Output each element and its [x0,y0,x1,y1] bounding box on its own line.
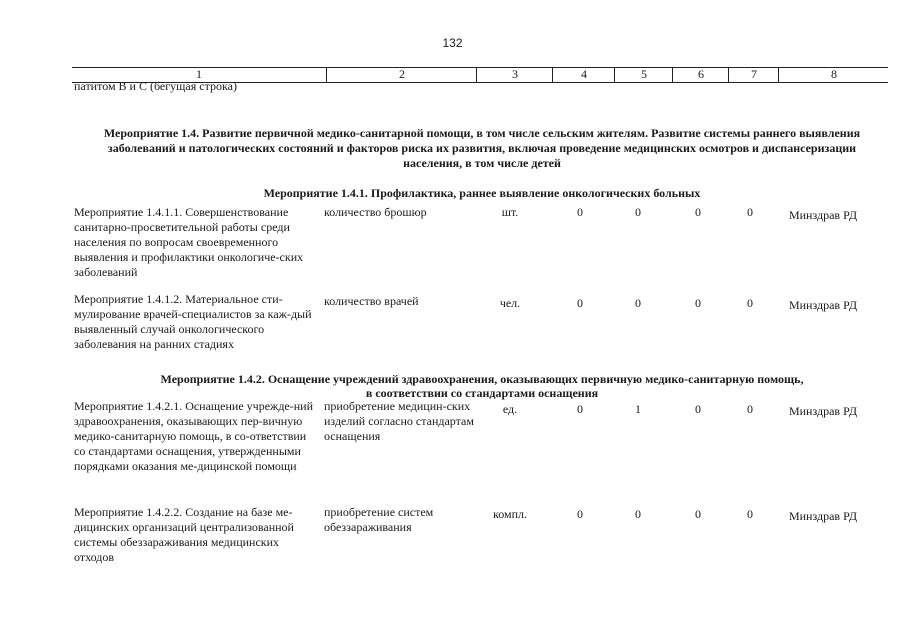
row-value-1: 0 [577,296,583,310]
section-title: Мероприятие 1.4. Развитие первичной медико-санитарной помощи, в том числе сельским жителям. Развитие системы раннего выявления заболеваний и патологических состояний и факторов риска их развития, включая проведение медицинских осмотров и диспансеризации населения, в том числе детей [103,126,861,170]
row-value-1: 0 [577,402,583,416]
row-value-3: 0 [695,296,701,310]
row-value-3: 0 [695,205,701,219]
row-value-3: 0 [695,507,701,521]
row-value-2: 0 [635,507,641,521]
header-col-7: 7 [728,67,779,82]
row-executor: Минздрав РД [788,509,858,523]
subsection-title [100,372,864,400]
subsection-title-line: в соответствии со стандартами оснащения [365,386,599,400]
header-col-2: 2 [326,67,477,82]
row-name: Мероприятие 1.4.2.1. Оснащение учрежде-ний здравоохранения, оказывающих пер-вичную медико-санитарную помощь, в со-ответствии со стандартами оснащения, утвержденными порядками оказания ме-дицинской помощи [74,399,314,473]
row-name: Мероприятие 1.4.1.2. Материальное сти-мулирование врачей-специалистов за каж-дый выявленный случай онкологического заболевания на ранних стадиях [74,292,312,351]
header-col-8: 8 [778,67,889,82]
row-value-2: 1 [635,402,641,416]
row-value-1: 0 [577,507,583,521]
row-unit: чел. [499,296,521,310]
row-executor: Минздрав РД [788,404,858,418]
row-executor: Минздрав РД [788,298,858,312]
row-value-4: 0 [747,205,753,219]
subsection-title: Мероприятие 1.4.1. Профилактика, раннее выявление онкологических больных [263,186,701,200]
row-value-3: 0 [695,402,701,416]
row-name: Мероприятие 1.4.1.1. Совершенствование санитарно-просветительной работы среди населения по вопросам своевременного выявления и профилактики онкологиче-ских заболеваний [74,205,304,279]
row-executor: Минздрав РД [788,208,858,222]
row-indicator: приобретение медицин-ских изделий согласно стандартам оснащения [324,399,474,443]
page-number: 132 [442,36,463,50]
row-value-2: 0 [635,296,641,310]
row-indicator: количество врачей [324,294,419,308]
row-value-1: 0 [577,205,583,219]
row-value-4: 0 [747,507,753,521]
carryover-text: патитом В и С (бегущая строка) [74,79,237,93]
header-col-5: 5 [614,67,673,82]
row-unit: компл. [493,507,527,521]
header-col-6: 6 [672,67,729,82]
header-col-3: 3 [476,67,553,82]
header-col-1: 1 [196,67,202,81]
row-name: Мероприятие 1.4.2.2. Создание на базе ме-дицинских организаций централизованной системы обеззараживания медицинских отходов [74,505,294,564]
row-value-2: 0 [635,205,641,219]
subsection-title-line: Мероприятие 1.4.2. Оснащение учреждений здравоохранения, оказывающих первичную медико-санитарную помощь, [160,372,804,386]
header-col-4: 4 [552,67,615,82]
row-unit: ед. [502,402,518,416]
row-indicator: количество брошюр [324,205,427,219]
row-unit: шт. [501,205,519,219]
row-value-4: 0 [747,296,753,310]
row-indicator: приобретение систем обеззараживания [324,505,434,534]
row-value-4: 0 [747,402,753,416]
